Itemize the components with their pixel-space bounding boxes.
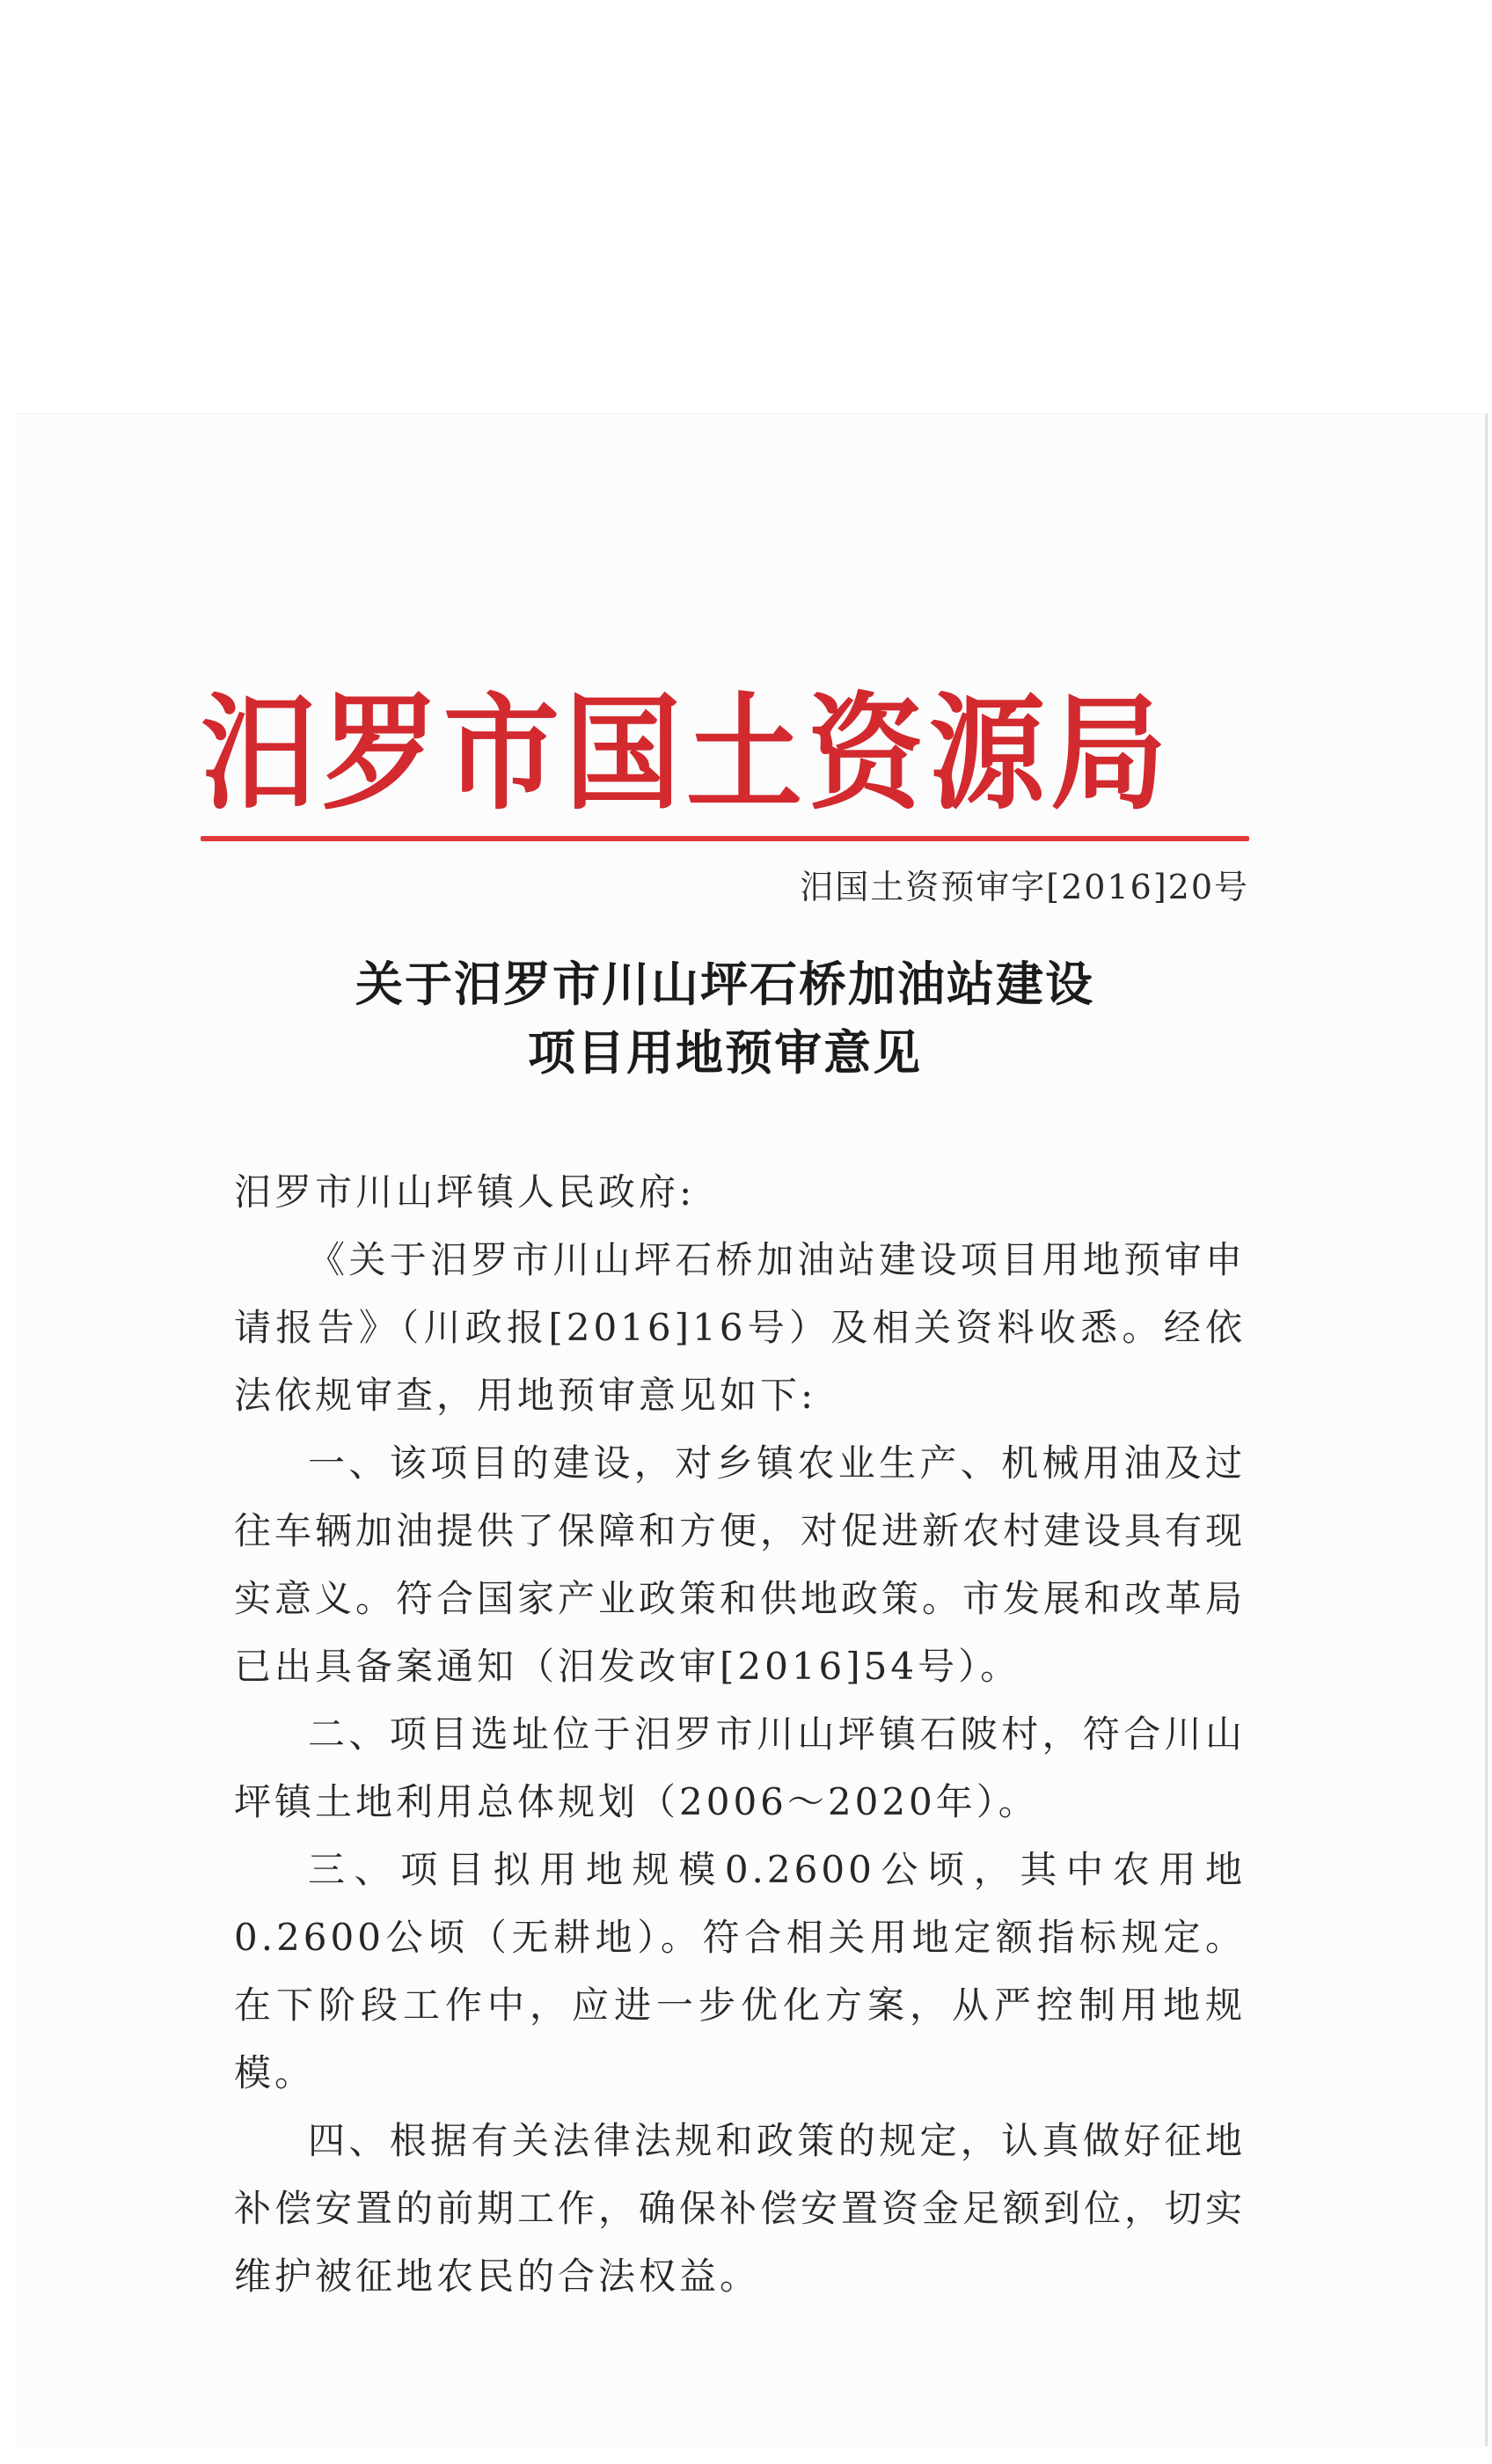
letterhead-org-name: 汨罗市国土资源局 [201, 679, 1172, 828]
document-title [201, 950, 1249, 1088]
paragraph-item-3: 三、项目拟用地规模0.2600公顷，其中农用地0.2600公顷（无耕地）。符合相关用地定额指标规定。在下阶段工作中，应进一步优化方案，从严控制用地规模。 [234, 1848, 1246, 2094]
paragraph-item-2: 二、项目选址位于汨罗市川山坪镇石陂村，符合川山坪镇土地利用总体规划（2006～2020年）。 [234, 1712, 1246, 1823]
paragraph-intro: 《关于汨罗市川山坪石桥加油站建设项目用地预审申请报告》（川政报[2016]16号）及相关资料收悉。经依法依规审查，用地预审意见如下: [234, 1238, 1246, 1417]
paragraph-item-4: 四、根据有关法律法规和政策的规定，认真做好征地补偿安置的前期工作，确保补偿安置资金足额到位，切实维护被征地农民的合法权益。 [234, 2119, 1247, 2298]
document-body [234, 1158, 1246, 2310]
paragraph-item-1: 一、该项目的建设，对乡镇农业生产、机械用油及过往车辆加油提供了保障和方便，对促进新农村建设具有现实意义。符合国家产业政策和供地政策。市发展和改革局已出具备案通知（汨发改审[2016]54号）。 [234, 1441, 1247, 1688]
document-title-line-1: 关于汨罗市川山坪石桥加油站建设 [355, 957, 1094, 1012]
document-number: 汨国土资预审字[2016]20号 [800, 868, 1249, 906]
document-title-line-2: 项目用地预审意见 [528, 1025, 922, 1081]
salutation: 汨罗市川山坪镇人民政府: [234, 1170, 696, 1214]
sheet-edge-shadow [1485, 414, 1488, 2446]
letterhead-red-rule [201, 836, 1249, 841]
